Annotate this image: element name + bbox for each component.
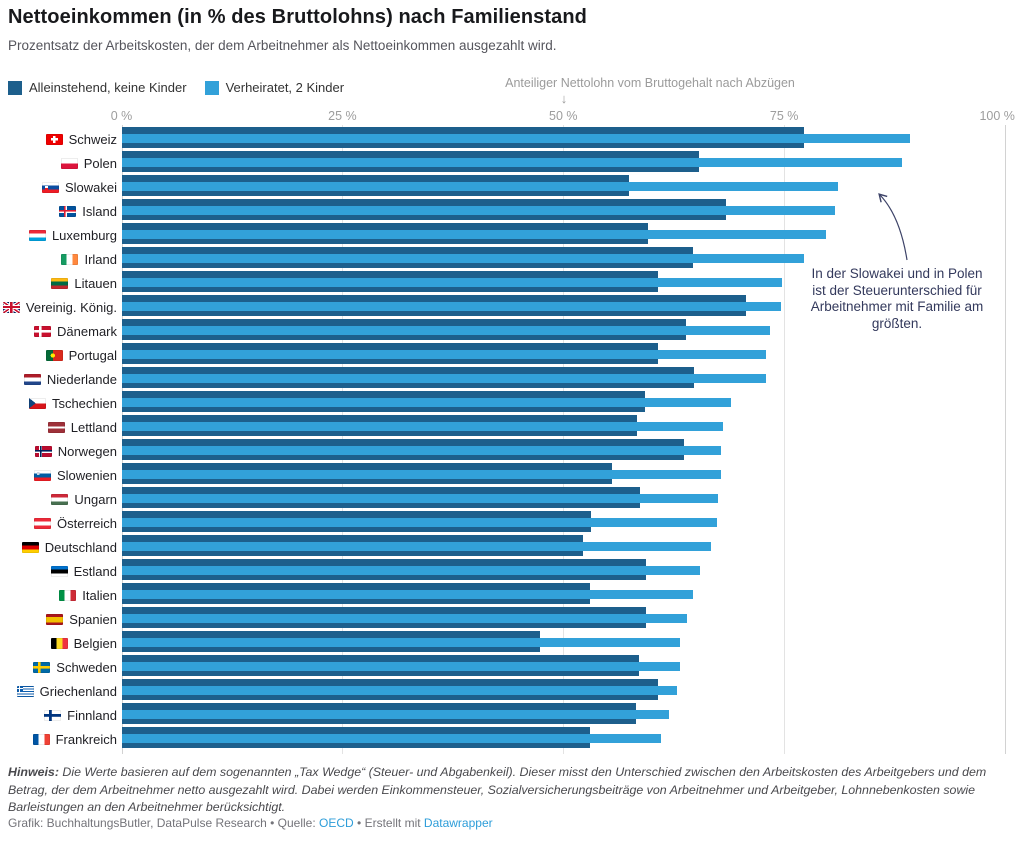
flag-icon-ch xyxy=(46,134,63,145)
country-label-row xyxy=(0,468,117,482)
country-label-row xyxy=(0,252,117,266)
flag-icon-ie xyxy=(61,254,78,265)
axis-tick-label: 0 % xyxy=(110,109,133,123)
bar-married-fi xyxy=(122,710,670,719)
credits-mid: • Erstellt mit xyxy=(353,816,424,830)
legend-label-single: Alleinstehend, keine Kinder xyxy=(29,80,187,95)
country-label-row xyxy=(0,276,117,290)
country-name: Schweiz xyxy=(68,131,117,147)
axis-tick-label: 25 % xyxy=(328,109,357,123)
country-label-row xyxy=(0,540,117,554)
country-label-row xyxy=(0,324,117,338)
country-label-row xyxy=(0,732,117,746)
country-name: Norwegen xyxy=(57,443,117,459)
flag-icon-be xyxy=(51,638,68,649)
flag-icon-fr xyxy=(33,734,50,745)
footer-note xyxy=(8,764,1012,817)
tool-link-datawrapper[interactable]: Datawrapper xyxy=(423,816,493,830)
country-label-row xyxy=(0,612,117,626)
footer-credits xyxy=(8,816,493,830)
country-name: Griechenland xyxy=(39,683,117,699)
bar-married-ee xyxy=(122,566,701,575)
country-name: Lettland xyxy=(70,419,117,435)
country-name: Tschechien xyxy=(51,395,117,411)
flag-icon-cz xyxy=(29,398,46,409)
country-label-row xyxy=(0,684,117,698)
gridline-75 xyxy=(784,125,785,754)
flag-icon-sk xyxy=(42,182,59,193)
country-label-row xyxy=(0,516,117,530)
country-name: Italien xyxy=(82,587,117,603)
country-name: Deutschland xyxy=(44,539,117,555)
bar-married-hu xyxy=(122,494,718,503)
country-name: Estland xyxy=(73,563,117,579)
flag-icon-no xyxy=(35,446,52,457)
country-label-row xyxy=(0,204,117,218)
flag-icon-is xyxy=(59,206,76,217)
flag-icon-it xyxy=(59,590,76,601)
country-label-row xyxy=(0,660,117,674)
flag-icon-gr xyxy=(17,686,34,697)
flag-icon-se xyxy=(33,662,50,673)
country-label-row xyxy=(0,156,117,170)
flag-icon-at xyxy=(34,518,51,529)
axis-tick-label: 50 % xyxy=(549,109,578,123)
country-name: Ungarn xyxy=(74,491,117,507)
flag-icon-lt xyxy=(51,278,68,289)
flag-icon-pt xyxy=(46,350,63,361)
bar-married-gb xyxy=(122,302,781,311)
country-label-row xyxy=(0,444,117,458)
country-name: Dänemark xyxy=(57,323,117,339)
bar-married-de xyxy=(122,542,711,551)
axis-title: Anteiliger Nettolohn vom Bruttogehalt nach Abzügen xyxy=(505,76,795,90)
country-label-row xyxy=(0,228,117,242)
country-name: Slowenien xyxy=(57,467,117,483)
axis-tick-label: 75 % xyxy=(769,109,799,123)
axis-down-arrow-icon: ↓ xyxy=(560,91,568,106)
bar-married-ie xyxy=(122,254,804,263)
bar-married-pl xyxy=(122,158,902,167)
country-label-row xyxy=(0,132,117,146)
country-name: Schweden xyxy=(56,659,117,675)
bar-married-nl xyxy=(122,374,766,383)
country-label-row xyxy=(0,708,117,722)
bar-married-es xyxy=(122,614,687,623)
page-subtitle: Prozentsatz der Arbeitskosten, der dem Arbeitnehmer als Nettoeinkommen ausgezahlt wird. xyxy=(8,38,557,53)
country-name: Litauen xyxy=(74,275,117,291)
flag-icon-hu xyxy=(51,494,68,505)
bar-married-lv xyxy=(122,422,724,431)
country-label-row xyxy=(0,420,117,434)
flag-icon-nl xyxy=(24,374,41,385)
flag-icon-fi xyxy=(44,710,61,721)
flag-icon-lu xyxy=(29,230,46,241)
page-title: Nettoeinkommen (in % des Bruttolohns) nach Familienstand xyxy=(8,6,587,28)
bar-married-fr xyxy=(122,734,662,743)
country-name: Niederlande xyxy=(46,371,117,387)
flag-icon-dk xyxy=(34,326,51,337)
flag-icon-de xyxy=(22,542,39,553)
country-name: Polen xyxy=(83,155,117,171)
country-name: Belgien xyxy=(73,635,117,651)
flag-icon-gb xyxy=(3,302,20,313)
flag-icon-lv xyxy=(48,422,65,433)
bar-married-se xyxy=(122,662,680,671)
flag-icon-ee xyxy=(51,566,68,577)
country-label-row xyxy=(0,180,117,194)
bar-married-it xyxy=(122,590,694,599)
source-link-oecd[interactable]: OECD xyxy=(319,816,354,830)
country-label-row xyxy=(0,564,117,578)
legend-label-married: Verheiratet, 2 Kinder xyxy=(225,80,345,95)
footer-note-label: Hinweis: xyxy=(8,765,59,779)
axis-tick-label: 100 % xyxy=(979,109,1015,123)
bar-married-si xyxy=(122,470,721,479)
bar-married-be xyxy=(122,638,680,647)
bar-married-lu xyxy=(122,230,826,239)
country-name: Österreich xyxy=(57,515,117,531)
country-name: Irland xyxy=(84,251,117,267)
bar-married-gr xyxy=(122,686,678,695)
country-name: Frankreich xyxy=(55,731,117,747)
bar-married-no xyxy=(122,446,722,455)
flag-icon-si xyxy=(34,470,51,481)
bar-married-pt xyxy=(122,350,767,359)
gridline-100 xyxy=(1005,125,1006,754)
country-label-row xyxy=(0,396,117,410)
bar-married-lt xyxy=(122,278,783,287)
flag-icon-es xyxy=(46,614,63,625)
country-name: Spanien xyxy=(69,611,117,627)
country-name: Vereinig. König. xyxy=(25,299,117,315)
country-label-row xyxy=(0,636,117,650)
bar-married-is xyxy=(122,206,836,215)
bar-married-ch xyxy=(122,134,910,143)
country-name: Finnland xyxy=(67,707,117,723)
country-label-row xyxy=(0,348,117,362)
country-name: Portugal xyxy=(68,347,117,363)
bar-married-at xyxy=(122,518,717,527)
bar-married-cz xyxy=(122,398,732,407)
credits-prefix: Grafik: BuchhaltungsButler, DataPulse Research • Quelle: xyxy=(8,816,320,830)
country-label-row xyxy=(0,300,117,314)
flag-icon-pl xyxy=(61,158,78,169)
country-label-row xyxy=(0,588,117,602)
country-name: Luxemburg xyxy=(51,227,117,243)
country-label-row xyxy=(0,372,117,386)
bar-married-sk xyxy=(122,182,839,191)
bar-married-dk xyxy=(122,326,770,335)
chart-annotation: In der Slowakei und in Polen ist der Steuerunterschied für Arbeitnehmer mit Familie am größten. xyxy=(810,266,984,331)
country-name: Slowakei xyxy=(64,179,117,195)
country-name: Island xyxy=(82,203,117,219)
country-label-row xyxy=(0,492,117,506)
footer-note-text: Die Werte basieren auf dem sogenannten „Tax Wedge“ (Steuer- und Abgabenkeil). Dieser misst den Unterschied zwischen den Arbeitskosten des Arbeitgebers und dem Betrag, der dem Arbeitnehmer netto ausgezahlt wird. Dabei werden Einkommensteuer, Sozialversicherungsbeiträge von Arbeitnehmer und Arbeitgeber, Lohnnebenkosten sowie Barleistungen an den Arbeitnehmer berücksichtigt. xyxy=(8,765,987,815)
